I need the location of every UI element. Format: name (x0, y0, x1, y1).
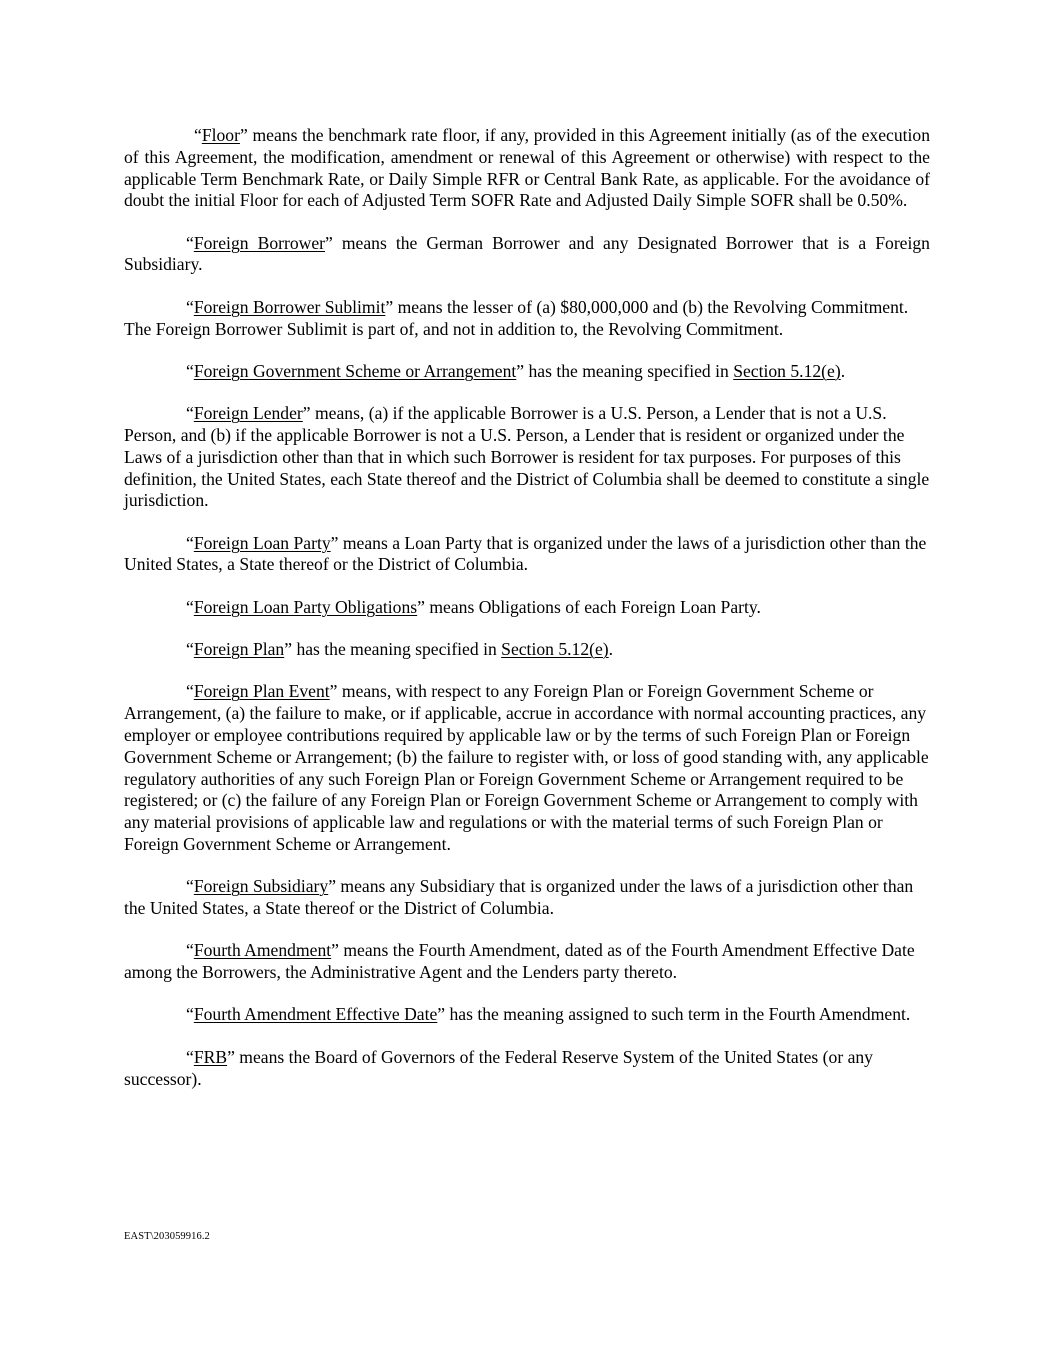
definition-foreign-borrower (124, 233, 930, 277)
definition-body: ” means Obligations of each Foreign Loan Party. (417, 596, 761, 617)
definition-foreign-government-scheme (124, 361, 930, 383)
definition-body: ” means a Loan Party that is organized under the laws of a jurisdiction other than the United States, a State thereof or the District of Columbia. (124, 532, 927, 575)
defined-term: Foreign Borrower (193, 232, 326, 253)
definition-lead: “ (186, 639, 194, 660)
definition-lead: “ (186, 360, 194, 381)
definition-body: ” means any Subsidiary that is organized under the laws of a jurisdiction other than the United States, a State thereof or the District of Columbia. (124, 876, 914, 919)
defined-term: Foreign Borrower Sublimit (193, 296, 386, 317)
definition-body: ” has the meaning assigned to such term in the Fourth Amendment. (437, 1004, 911, 1025)
definition-body: ” means the Fourth Amendment, dated as of the Fourth Amendment Effective Date among the Borrowers, the Administrative Agent and the Lenders party thereto. (124, 940, 915, 983)
definition-body: ” means the German Borrower and any Designated Borrower that is a Foreign Subsidiary. (124, 232, 930, 275)
definition-body: ” has the meaning specified in (284, 639, 502, 660)
definition-foreign-lender (124, 403, 930, 512)
definition-body: ” means the lesser of (a) $80,000,000 and (b) the Revolving Commitment. The Foreign Borrower Sublimit is part of, and not in addition to, the Revolving Commitment. (124, 296, 909, 339)
defined-term: Foreign Loan Party Obligations (193, 596, 418, 617)
definition-fourth-amendment-effective-date (124, 1004, 930, 1026)
definition-lead: “ (186, 232, 194, 253)
definition-foreign-loan-party (124, 533, 930, 577)
section-reference: Section 5.12(e) (733, 360, 841, 381)
defined-term: Foreign Plan Event (193, 681, 330, 702)
defined-term: Foreign Loan Party (193, 532, 331, 553)
definition-lead: “ (186, 1046, 194, 1067)
definition-body: ” has the meaning specified in (516, 360, 734, 381)
definition-body: ” means, (a) if the applicable Borrower is a U.S. Person, a Lender that is not a U.S. Person, and (b) if the applicable Borrower is not a U.S. Person, a Lender that is resident or organized under the Laws of a jurisdiction other than that in which such Borrower is resident for tax purposes. For purposes of this definition, the United States, each State thereof and the District of Columbia shall be deemed to constitute a single jurisdiction. (124, 403, 930, 511)
definition-foreign-borrower-sublimit (124, 297, 930, 341)
defined-term: Foreign Government Scheme or Arrangement (193, 360, 517, 381)
defined-term: Foreign Plan (193, 639, 285, 660)
definition-tail: . (608, 639, 614, 660)
defined-term: Foreign Subsidiary (193, 876, 329, 897)
definition-tail: . (840, 360, 846, 381)
definition-foreign-subsidiary (124, 876, 930, 920)
definition-lead: “ (186, 296, 194, 317)
document-page (124, 125, 930, 1111)
definition-foreign-plan (124, 639, 930, 661)
definition-floor (124, 125, 930, 212)
definition-lead: “ (186, 876, 194, 897)
definition-lead: “ (186, 681, 194, 702)
definition-lead: “ (186, 403, 194, 424)
definition-lead: “ (194, 125, 202, 145)
definition-lead: “ (186, 940, 194, 961)
definition-lead: “ (186, 1004, 194, 1025)
section-reference: Section 5.12(e) (501, 639, 609, 660)
definition-foreign-loan-party-obligations (124, 597, 930, 619)
definition-frb (124, 1047, 930, 1091)
defined-term: Fourth Amendment Effective Date (193, 1004, 438, 1025)
definition-body: ” means the benchmark rate floor, if any, provided in this Agreement initially (as of the execution of this Agreement, the modification, amendment or renewal of this Agreement or otherwise) with respect to the applicable Term Benchmark Rate, or Daily Simple RFR or Central Bank Rate, as applicable. For the avoidance of doubt the initial Floor for each of Adjusted Term SOFR Rate and Adjusted Daily Simple SOFR shall be 0.50%. (124, 125, 930, 211)
defined-term: Foreign Lender (193, 403, 303, 424)
definition-lead: “ (186, 596, 194, 617)
definition-lead: “ (186, 532, 194, 553)
definition-body: ” means, with respect to any Foreign Plan or Foreign Government Scheme or Arrangement, (a) the failure to make, or if applicable, accrue in accordance with normal accounting practices, any employer or employee contributions required by applicable law or by the terms of such Foreign Plan or Foreign Government Scheme or Arrangement; (b) the failure to register with, or loss of good standing with, any applicable regulatory authorities of any such Foreign Plan or Foreign Government Scheme or Arrangement required to be registered; or (c) the failure of any Foreign Plan or Foreign Government Scheme or Arrangement to comply with any material provisions of applicable law and regulations or with the material terms of such Foreign Plan or Foreign Government Scheme or Arrangement. (124, 681, 929, 854)
definition-body: ” means the Board of Governors of the Federal Reserve System of the United States (or any successor). (124, 1046, 873, 1089)
definition-fourth-amendment (124, 940, 930, 984)
defined-term: Fourth Amendment (193, 940, 332, 961)
defined-term: FRB (193, 1046, 228, 1067)
footer-document-id: EAST\203059916.2 (124, 1231, 210, 1242)
definition-foreign-plan-event (124, 681, 930, 855)
defined-term: Floor (201, 125, 240, 145)
